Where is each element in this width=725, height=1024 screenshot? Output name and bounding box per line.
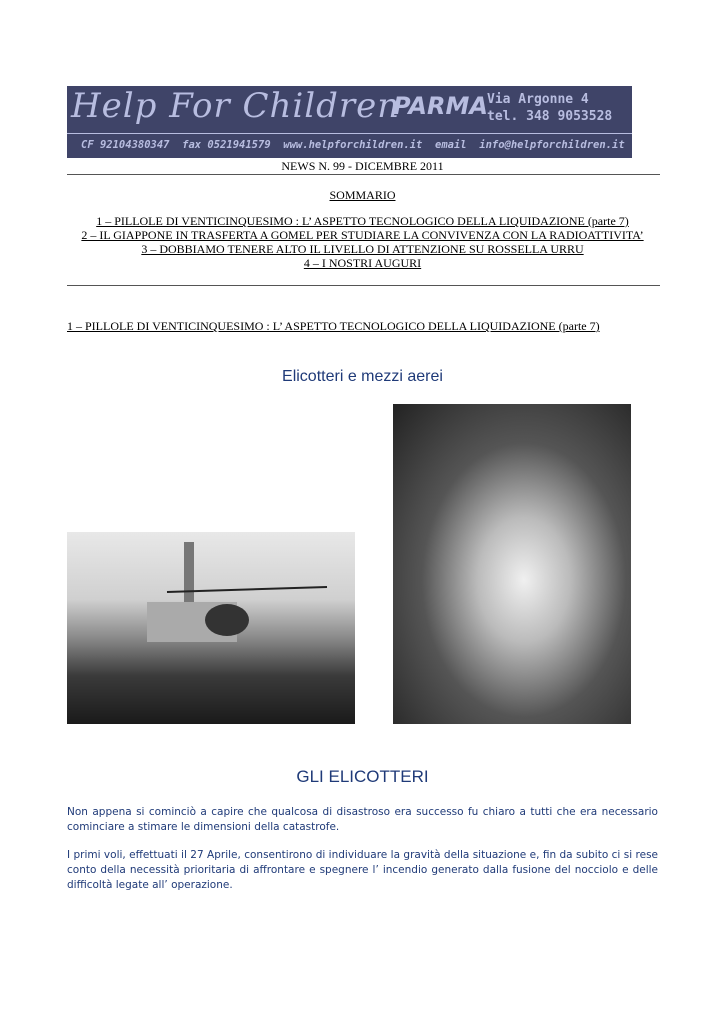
banner-parma: PARMA bbox=[393, 92, 488, 120]
news-issue: NEWS N. 99 - DICEMBRE 2011 bbox=[281, 159, 444, 173]
divider bbox=[67, 285, 660, 286]
sommario-item[interactable]: 2 – IL GIAPPONE IN TRASFERTA A GOMEL PER STUDIARE LA CONVIVENZA CON LA RADIOATTIVITA’ bbox=[81, 228, 644, 242]
subheading: GLI ELICOTTERI bbox=[296, 767, 429, 786]
sommario-item[interactable]: 3 – DOBBIAMO TENERE ALTO IL LIVELLO DI ATTENZIONE SU ROSSELLA URRU bbox=[141, 242, 584, 256]
sommario-item[interactable]: 1 – PILLOLE DI VENTICINQUESIMO : L’ ASPETTO TECNOLOGICO DELLA LIQUIDAZIONE (parte 7) bbox=[96, 214, 629, 228]
banner-contact bbox=[487, 91, 612, 125]
sommario-title: SOMMARIO bbox=[329, 188, 396, 202]
paragraph: Non appena si cominciò a capire che qualcosa di disastroso era successo fu chiaro a tutti che era necessario cominciare a stimare le dimensioni della catastrofe. bbox=[67, 806, 658, 833]
reactor-aerial-photo bbox=[393, 404, 631, 724]
paragraph: I primi voli, effettuati il 27 Aprile, consentirono di individuare la gravità della situazione e, fin da subito ci si rese conto della necessità prioritaria di affrontare e spegnere l’ incendio generato dalla fusione del nocciolo e delle difficoltà legate all’ operazione. bbox=[67, 849, 658, 891]
helicopter-photo bbox=[67, 532, 355, 724]
section-title: 1 – PILLOLE DI VENTICINQUESIMO : L’ ASPETTO TECNOLOGICO DELLA LIQUIDAZIONE (parte 7) bbox=[67, 319, 600, 333]
header-banner bbox=[67, 86, 632, 158]
article-heading: Elicotteri e mezzi aerei bbox=[282, 368, 443, 385]
banner-divider bbox=[67, 133, 632, 134]
banner-logo-title: Help For Children bbox=[71, 86, 401, 126]
banner-footer: CF 92104380347 fax 0521941579 www.helpforchildren.it email info@helpforchildren.it bbox=[81, 139, 625, 151]
helicopter-icon bbox=[67, 532, 355, 724]
sommario-item[interactable]: 4 – I NOSTRI AUGURI bbox=[303, 256, 422, 270]
banner-tel: tel. 348 9053528 bbox=[487, 109, 613, 124]
banner-address: Via Argonne 4 bbox=[487, 92, 589, 107]
divider bbox=[67, 174, 660, 175]
